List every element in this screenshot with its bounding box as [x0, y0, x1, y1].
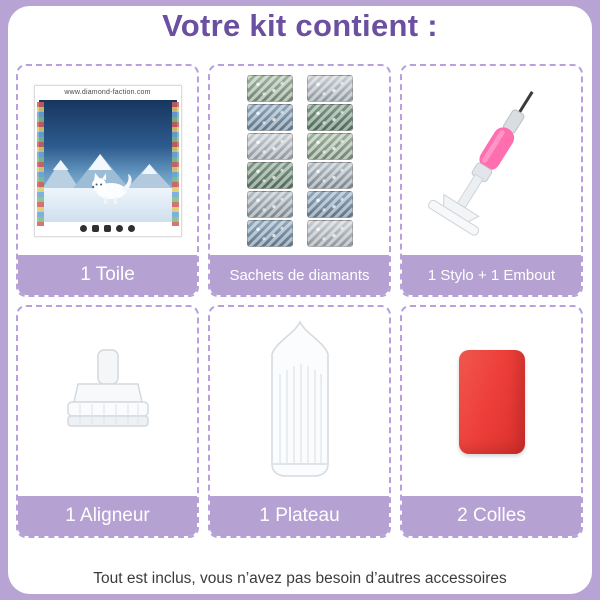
tiktok-icon: [116, 225, 123, 232]
kit-item-tray: [208, 305, 391, 538]
kit-item-canvas-media: [18, 66, 197, 255]
kit-item-pen-label: 1 Stylo + 1 Embout: [402, 255, 581, 295]
kit-item-pen-media: [402, 66, 581, 255]
diamond-bag: [307, 191, 353, 218]
page-title: Votre kit contient :: [162, 8, 438, 43]
kit-item-diamond-bags-label: Sachets de diamants: [210, 255, 389, 295]
diamond-bag: [247, 220, 293, 247]
diamond-bag-column-right: [307, 75, 353, 247]
diamond-bag: [307, 75, 353, 102]
kit-item-tray-label: 1 Plateau: [210, 496, 389, 536]
diamond-bags-icon: [247, 75, 353, 247]
instagram-icon: [92, 225, 99, 232]
diamond-bag: [307, 162, 353, 189]
diamond-bag: [247, 75, 293, 102]
kit-item-aligner-media: [18, 307, 197, 496]
canvas-edge-strip-left: [37, 102, 44, 226]
kit-item-glue-media: [402, 307, 581, 496]
canvas-edge-strip-right: [172, 102, 179, 226]
diamond-bag-column-left: [247, 75, 293, 247]
tray-icon: [240, 314, 360, 489]
kit-item-tray-media: [210, 307, 389, 496]
diamond-bag: [307, 133, 353, 160]
arctic-fox-icon: [84, 166, 136, 206]
canvas-artwork-icon: [34, 85, 182, 237]
glue-pad-icon: [459, 350, 525, 454]
kit-item-pen: [400, 64, 583, 297]
kit-item-aligner: [16, 305, 199, 538]
kit-item-aligner-label: 1 Aligneur: [18, 496, 197, 536]
aligner-tool-icon: [38, 332, 178, 472]
diamond-bag: [247, 191, 293, 218]
kit-item-diamond-bags-media: [210, 66, 389, 255]
facebook-icon: [80, 225, 87, 232]
kit-item-diamond-bags: [208, 64, 391, 297]
youtube-icon: [104, 225, 111, 232]
kit-item-glue-label: 2 Colles: [402, 496, 581, 536]
pinterest-icon: [128, 225, 135, 232]
diamond-bag: [307, 104, 353, 131]
canvas-scene: [39, 100, 177, 222]
kit-item-glue: [400, 305, 583, 538]
applicator-pen-icon: [417, 73, 567, 248]
kit-items-grid: [16, 64, 584, 538]
diamond-bag: [247, 133, 293, 160]
diamond-bag: [247, 162, 293, 189]
diamond-bag: [247, 104, 293, 131]
canvas-website-url: www.diamond-faction.com: [64, 89, 151, 96]
footer-note: Tout est inclus, vous n’avez pas besoin d’autres accessoires: [93, 570, 507, 587]
canvas-social-icons: [35, 222, 181, 236]
kit-item-canvas-label: 1 Toile: [18, 255, 197, 295]
kit-item-canvas: [16, 64, 199, 297]
diamond-bag: [307, 220, 353, 247]
